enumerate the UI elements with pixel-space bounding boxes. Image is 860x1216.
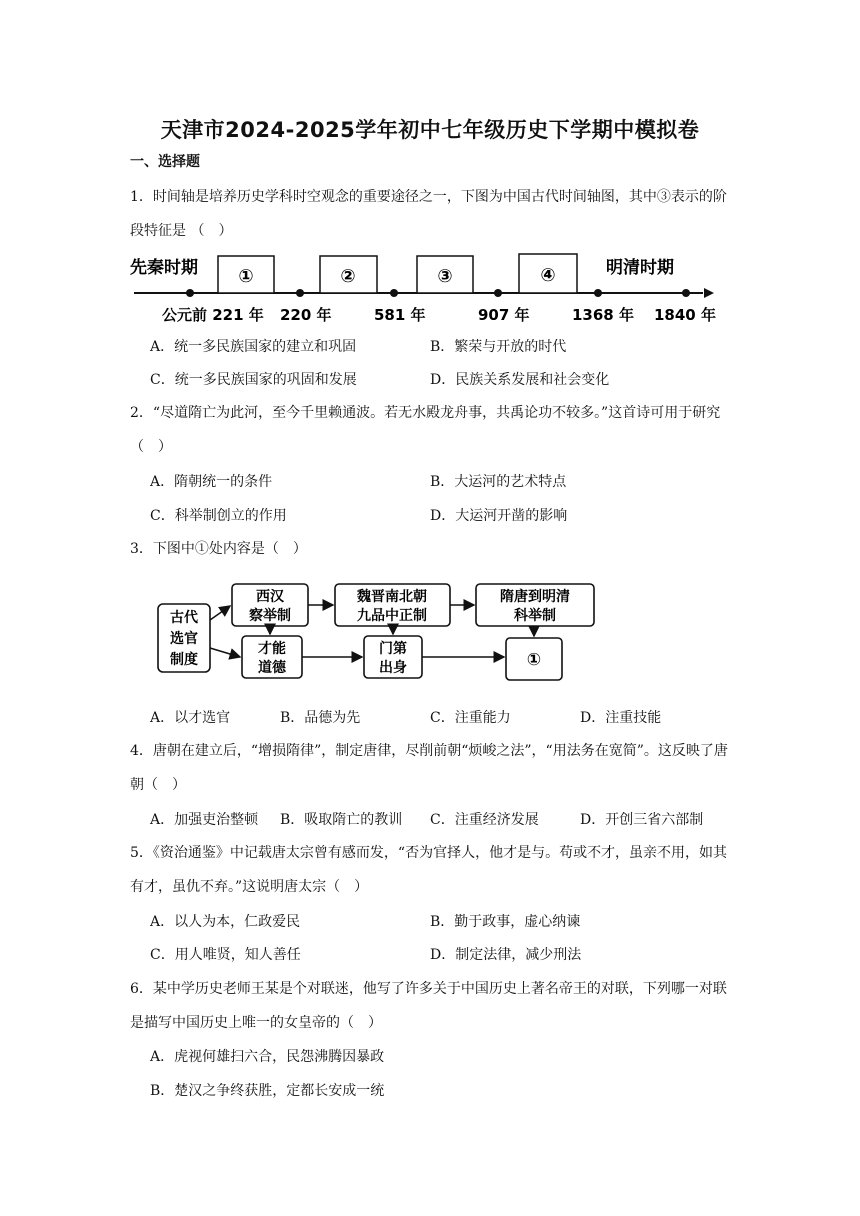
- timeline-tick-4: 907 年: [478, 306, 530, 324]
- arrow-root-to-talent: [210, 648, 240, 657]
- timeline-tick-6: 1840 年: [654, 306, 716, 324]
- timeline-right-label: 明清时期: [606, 258, 674, 278]
- q5-option-d[interactable]: D．制定法律，减少刑法: [430, 947, 582, 963]
- timeline-arrow: [704, 288, 714, 298]
- flow-system3-line-1: 隋唐到明清: [500, 589, 570, 605]
- timeline-diagram: [128, 248, 718, 328]
- q2-option-a[interactable]: A．隋朝统一的条件: [150, 474, 273, 490]
- timeline-dot-5: [594, 289, 602, 297]
- timeline-box-2-label: ②: [340, 266, 356, 287]
- flow-system2-line-1: 魏晋南北朝: [357, 589, 427, 605]
- selection-system-flowchart: [150, 578, 610, 690]
- flow-criterion1-line-1: 才能: [258, 641, 286, 657]
- section-heading: 一、选择题: [130, 154, 200, 170]
- q1-option-b[interactable]: B．繁荣与开放的时代: [430, 339, 567, 355]
- q6-option-a[interactable]: A．虎视何雄扫六合，民怨沸腾因暴政: [150, 1049, 385, 1065]
- q1-option-a[interactable]: A．统一多民族国家的建立和巩固: [150, 339, 357, 355]
- flow-criterion1-line-2: 道德: [258, 660, 286, 676]
- q2-option-b[interactable]: B．大运河的艺术特点: [430, 474, 567, 490]
- q5-option-c[interactable]: C．用人唯贤，知人善任: [150, 947, 301, 963]
- q4-option-c[interactable]: C．注重经济发展: [430, 812, 539, 828]
- timeline-box-4-label: ④: [540, 265, 556, 286]
- q4-option-d[interactable]: D．开创三省六部制: [580, 812, 704, 828]
- q3-option-c[interactable]: C．注重能力: [430, 710, 511, 726]
- timeline-left-label: 先秦时期: [130, 258, 198, 278]
- timeline-boxes: [218, 254, 577, 293]
- q4-option-a[interactable]: A．加强吏治整顿: [150, 812, 259, 828]
- flow-system1-line-2: 察举制: [249, 608, 291, 624]
- q6-option-b[interactable]: B．楚汉之争终获胜，定都长安成一统: [150, 1083, 385, 1099]
- question-4-stem: 4．唐朝在建立后，“增损隋律”，制定唐律，尽削前朝“烦峻之法”，“用法务在宽简”。这反映了唐朝（ ）: [130, 743, 728, 793]
- question-6-stem: 6．某中学历史老师王某是个对联迷，他写了许多关于中国历史上著名帝王的对联，下列哪一对联是描写中国历史上唯一的女皇帝的（ ）: [130, 981, 727, 1031]
- flow-system1-line-1: 西汉: [256, 589, 284, 605]
- timeline-tick-5: 1368 年: [572, 306, 634, 324]
- timeline-tick-2: 220 年: [280, 306, 332, 324]
- flow-box-family: [364, 636, 422, 678]
- flow-root-line-3: 制度: [170, 652, 198, 668]
- flow-root-line-2: 选官: [170, 631, 198, 647]
- flow-criterion3-label: ①: [526, 650, 542, 670]
- q3-option-a[interactable]: A．以才选官: [150, 710, 231, 726]
- timeline-box-3-label: ③: [437, 266, 453, 287]
- q1-option-c[interactable]: C．统一多民族国家的巩固和发展: [150, 372, 357, 388]
- timeline-tick-labels: [162, 306, 716, 324]
- question-2-stem: 2．“尽道隋亡为此河，至今千里赖通波。若无水殿龙舟事，共禹论功不较多。”这首诗可用于研究（ ）: [130, 405, 721, 455]
- q5-option-b[interactable]: B．勤于政事，虚心纳谏: [430, 914, 581, 930]
- flow-criterion2-line-2: 出身: [379, 660, 407, 676]
- flow-box-sui-tang: [476, 584, 594, 626]
- question-3-stem: 3．下图中①处内容是（ ）: [130, 541, 307, 557]
- arrow-root-to-han: [210, 606, 230, 620]
- q5-option-a[interactable]: A．以人为本，仁政爱民: [150, 914, 301, 930]
- q2-option-d[interactable]: D．大运河开凿的影响: [430, 508, 568, 524]
- q3-option-d[interactable]: D．注重技能: [580, 710, 662, 726]
- q1-option-d[interactable]: D．民族关系发展和社会变化: [430, 372, 610, 388]
- timeline-dot-3: [390, 289, 398, 297]
- timeline-dot-1: [186, 289, 194, 297]
- timeline-tick-3: 581 年: [374, 306, 426, 324]
- flow-criterion2-line-1: 门第: [379, 641, 407, 657]
- q3-option-b[interactable]: B．品德为先: [280, 710, 361, 726]
- q4-option-b[interactable]: B．吸取隋亡的教训: [280, 812, 403, 828]
- q2-option-c[interactable]: C．科举制创立的作用: [150, 508, 287, 524]
- flow-box-root: [158, 604, 210, 672]
- flow-box-blank: [506, 638, 562, 680]
- flow-system2-line-2: 九品中正制: [357, 608, 427, 624]
- question-1-stem: 1．时间轴是培养历史学科时空观念的重要途径之一，下图为中国古代时间轴图，其中③表示的阶段特征是 （ ）: [130, 189, 727, 239]
- flow-box-wei-jin: [335, 584, 450, 626]
- flow-box-western-han: [232, 584, 308, 626]
- timeline-dot-6: [682, 289, 690, 297]
- page-title: 天津市2024-2025学年初中七年级历史下学期中模拟卷: [160, 118, 700, 142]
- timeline-tick-1: 公元前 221 年: [162, 306, 264, 324]
- flow-box-talent: [242, 636, 302, 678]
- timeline-dot-4: [494, 289, 502, 297]
- timeline-box-1-label: ①: [238, 266, 254, 287]
- question-5-stem: 5．《资治通鉴》中记载唐太宗曾有感而发，“否为官择人，他才是与。苟或不才，虽亲不用，如其有才，虽仇不弃。”这说明唐太宗（ ）: [130, 845, 728, 895]
- flow-system3-line-2: 科举制: [514, 608, 556, 624]
- flow-root-line-1: 古代: [170, 610, 198, 626]
- timeline-dot-2: [296, 289, 304, 297]
